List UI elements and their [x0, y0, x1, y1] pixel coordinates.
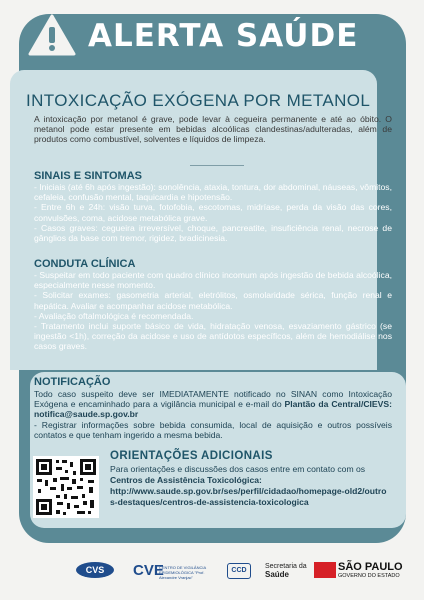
intro-text: A intoxicação por metanol é grave, pode levar à cegueira permanente e até ao óbito. O metanol pode estar presente em bebidas alcoólicas clandestinas/adulteradas, além de produtos como combustível, solventes e líquidos de limpeza.: [34, 114, 392, 145]
orientacoes-text: [110, 464, 390, 508]
sinais-list: [34, 182, 392, 243]
secretaria-label: Secretaria da: [265, 563, 307, 570]
governo-label: GOVERNO DO ESTADO: [338, 573, 400, 579]
conduta-item: - Avaliação oftalmológica é recomendada.: [34, 310, 194, 321]
subtitle: INTOXICAÇÃO EXÓGENA POR METANOL: [26, 91, 371, 110]
orientacoes-bold: Centros de Assistência Toxicológica:: [110, 475, 262, 485]
sao-paulo-label: SÃO PAULO: [338, 561, 403, 573]
sinais-item: - Casos graves: cegueira irreversível, choque, pancreatite, insuficiência renal, necrose de gânglios da base com tremor, rigidez, bradicinesia.: [34, 222, 392, 244]
notificacao-text1: Todo caso suspeito deve ser IMEDIATAMENTE notificado no SINAN como Intoxicação Exógena e encaminhado para a vigilância municipal e e-mail do: [34, 389, 392, 410]
orientacoes-link[interactable]: http://www.saude.sp.gov.br/ses/perfil/cidadao/homepage-old2/outros-destaques/centros-de-assistencia-toxicologica: [110, 486, 387, 507]
conduta-list: [34, 270, 392, 352]
cve-mark: CVE: [133, 562, 164, 579]
orientacoes-title: ORIENTAÇÕES ADICIONAIS: [110, 450, 273, 462]
warning-triangle-icon: [28, 14, 76, 56]
notificacao-text: [34, 389, 392, 440]
sinais-title: SINAIS E SINTOMAS: [34, 170, 142, 182]
ccd-logo: CCD: [227, 563, 251, 579]
conduta-item: - Suspeitar em todo paciente com quadro clínico incomum após ingestão de bebida alcoólica, especialmente nesse momento.: [34, 270, 392, 291]
alert-title: ALERTA SAÚDE: [88, 18, 359, 54]
conduta-title: CONDUTA CLÍNICA: [34, 258, 136, 270]
cve-subtitle: CENTRO DE VIGILÂNCIA EPIDEMIOLÓGICA "Prof. Alexandre Vranjac": [159, 565, 206, 580]
qr-code[interactable]: [33, 456, 99, 518]
notificacao-title: NOTIFICAÇÃO: [34, 376, 111, 388]
sp-map-icon: [314, 562, 336, 578]
divider: [190, 165, 244, 166]
cvs-logo: CVS: [76, 562, 114, 578]
sinais-item: - Entre 6h e 24h: visão turva, fotofobia, escotomas, midríase, perda da visão das cores, convulsões, coma, acidose metabólica grave.: [34, 202, 392, 223]
saude-label: Saúde: [265, 570, 290, 579]
notificacao-email[interactable]: Plantão da Central/CIEVS: notifica@saude.sp.gov.br: [34, 399, 392, 420]
orientacoes-body: Para orientações e discussões dos casos entre em contato com os: [110, 464, 366, 474]
cve-logo: [133, 562, 213, 580]
conduta-item: - Tratamento inclui suporte básico de vida, hidratação venosa, esvaziamento gástrico (se ingestão <1h), correção da acidose e uso de antídotos específicos, além de hemodiálise nos casos graves.: [34, 321, 392, 352]
secretaria-logo: [265, 563, 307, 580]
conduta-item: - Solicitar exames: gasometria arterial, eletrólitos, osmolaridade sérica, função renal e hepática. Avaliar e acompanhar acidose metabólica.: [34, 290, 392, 311]
sinais-item: - Iniciais (até 6h após ingestão): sonolência, ataxia, tontura, dor abdominal, náuseas, vômitos, cefaleia, confusão mental, taquicardia e hipotensão.: [34, 182, 392, 203]
notificacao-text2: - Registrar informações sobre bebida consumida, local de aquisição e outros possíveis contatos e que tenham ingerido a mesma bebida.: [34, 419, 392, 440]
